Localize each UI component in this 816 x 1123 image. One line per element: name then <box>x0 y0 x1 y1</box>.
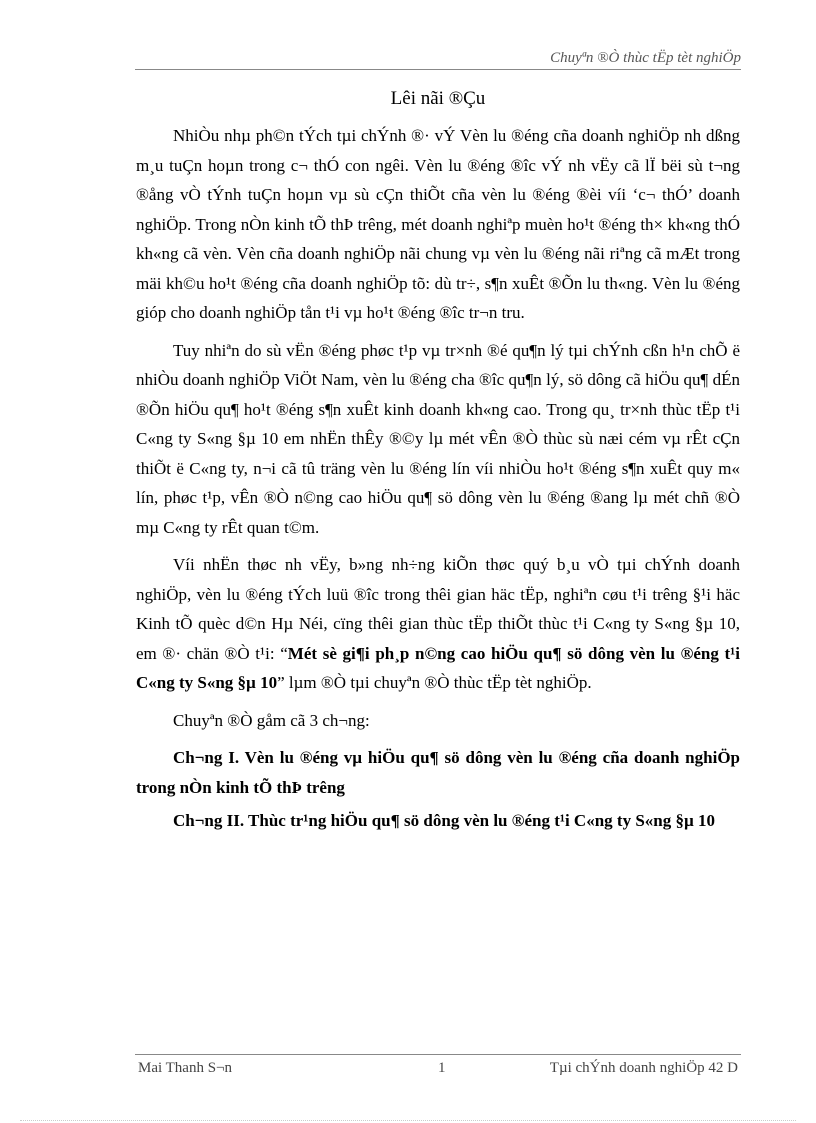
header-text: Chuyªn ®Ò thùc tËp tèt nghiÖp <box>550 50 741 66</box>
paragraph-2: Tuy nhiªn do sù vËn ®éng phøc t¹p vµ tr×nh ®é qu¶n lý tµi chÝnh cßn h¹n chÕ ë nhiÒu doanh nghiÖp ViÖt Nam, vèn lu ®éng cha ®îc qu¶n lý, sö dông cã hiÖu qu¶ dÉn ®Õn hiÖu qu¶ ho¹t ®éng s¶n xuÊt kinh doanh kh«ng cao. Trong qu¸ tr×nh thùc tËp t¹i C«ng ty S«ng §µ 10 em nhËn thÊy ®©y lµ mét vÊn ®Ò thùc sù næi cém vµ rÊt cÇn thiÕt ë C«ng ty, n¬i cã tû träng vèn lu ®éng lín víi nhiÒu ho¹t ®éng s¶n xuÊt quy m« lín, phøc t¹p, vÊn ®Ò n©ng cao hiÖu qu¶ sö dông vèn lu ®éng ®ang lµ mét chñ ®Ò mµ C«ng ty rÊt quan t©m. <box>136 340 740 537</box>
chapter-1-heading: Ch¬ng I. Vèn lu ®éng vµ hiÖu qu¶ sö dông vèn lu ®éng cña doanh nghiÖp trong nÒn kinh tÕ thÞ trêng <box>136 748 740 797</box>
thesis-topic: Mét sè gi¶i ph¸p n©ng cao hiÖu qu¶ sö dông vèn lu ®éng t¹i C«ng ty S«ng §µ 10 <box>136 643 740 692</box>
document-title: Lêi nãi ®Çu <box>390 88 486 109</box>
paragraph-3-text: Víi nhËn thøc nh vËy, b»ng nh÷ng kiÕn thøc quý b¸u vÒ tµi chÝnh doanh nghiÖp, vèn lu ®éng tÝch luü ®îc trong thêi gian häc tËp, nghiªn cøu t¹i trêng §¹i häc Kinh tÕ quèc d©n Hµ Néi, cïng thêi gian thùc tËp thiÕt thùc t¹i C«ng ty S«ng §µ 10, em ®· chän ®Ò t¹i: “ <box>136 555 740 663</box>
paragraph-1: NhiÒu nhµ ph©n tÝch tµi chÝnh ®· vÝ Vèn lu ®éng cña doanh nghiÖp nh dßng m¸u tuÇn hoµn trong c¬ thÓ con ngêi. Vèn lu ®éng ®îc vÝ nh vËy cã lÏ bëi sù t¬ng ®ång vÒ tÝnh tuÇn hoµn vµ sù cÇn thiÕt cña vèn lu ®éng ®èi víi ‘c¬ thÓ’ doanh nghiÖp. Trong nÒn kinh tÕ thÞ trêng, mét doanh nghiªp muèn ho¹t ®éng th× kh«ng thÓ kh«ng cã vèn. Vèn cña doanh nghiÖp nãi chung vµ vèn lu ®éng nãi riªng cã mÆt trong mäi kh©u ho¹t ®éng cña doanh nghiÖp tõ: dù tr÷, s¶n xuÊt ®Õn lu th«ng. Vèn lu ®éng gióp cho doanh nghiÖp tån t¹i vµ ho¹t ®éng ®îc tr¬n tru. <box>136 126 740 322</box>
page-footer <box>135 1054 741 1081</box>
chapter-2-heading: Ch¬ng II. Thùc tr¹ng hiÖu qu¶ sö dông vèn lu ®éng t¹i C«ng ty S«ng §µ 10 <box>173 811 716 830</box>
footer-page-number: 1 <box>438 1060 446 1076</box>
chapters-intro: Chuyªn ®Ò gåm cã 3 ch¬ng: <box>173 710 370 730</box>
page-bottom-divider <box>20 1120 796 1121</box>
footer-author: Mai Thanh S¬n <box>138 1060 233 1076</box>
page-header <box>135 50 741 70</box>
paragraph-3 <box>136 550 740 698</box>
footer-class-info: Tµi chÝnh doanh nghiÖp 42 D <box>549 1060 738 1076</box>
paragraph-3-tail: ” lµm ®Ò tµi chuyªn ®Ò thùc tËp tèt nghiÖp. <box>277 673 592 692</box>
document-body <box>136 121 740 840</box>
